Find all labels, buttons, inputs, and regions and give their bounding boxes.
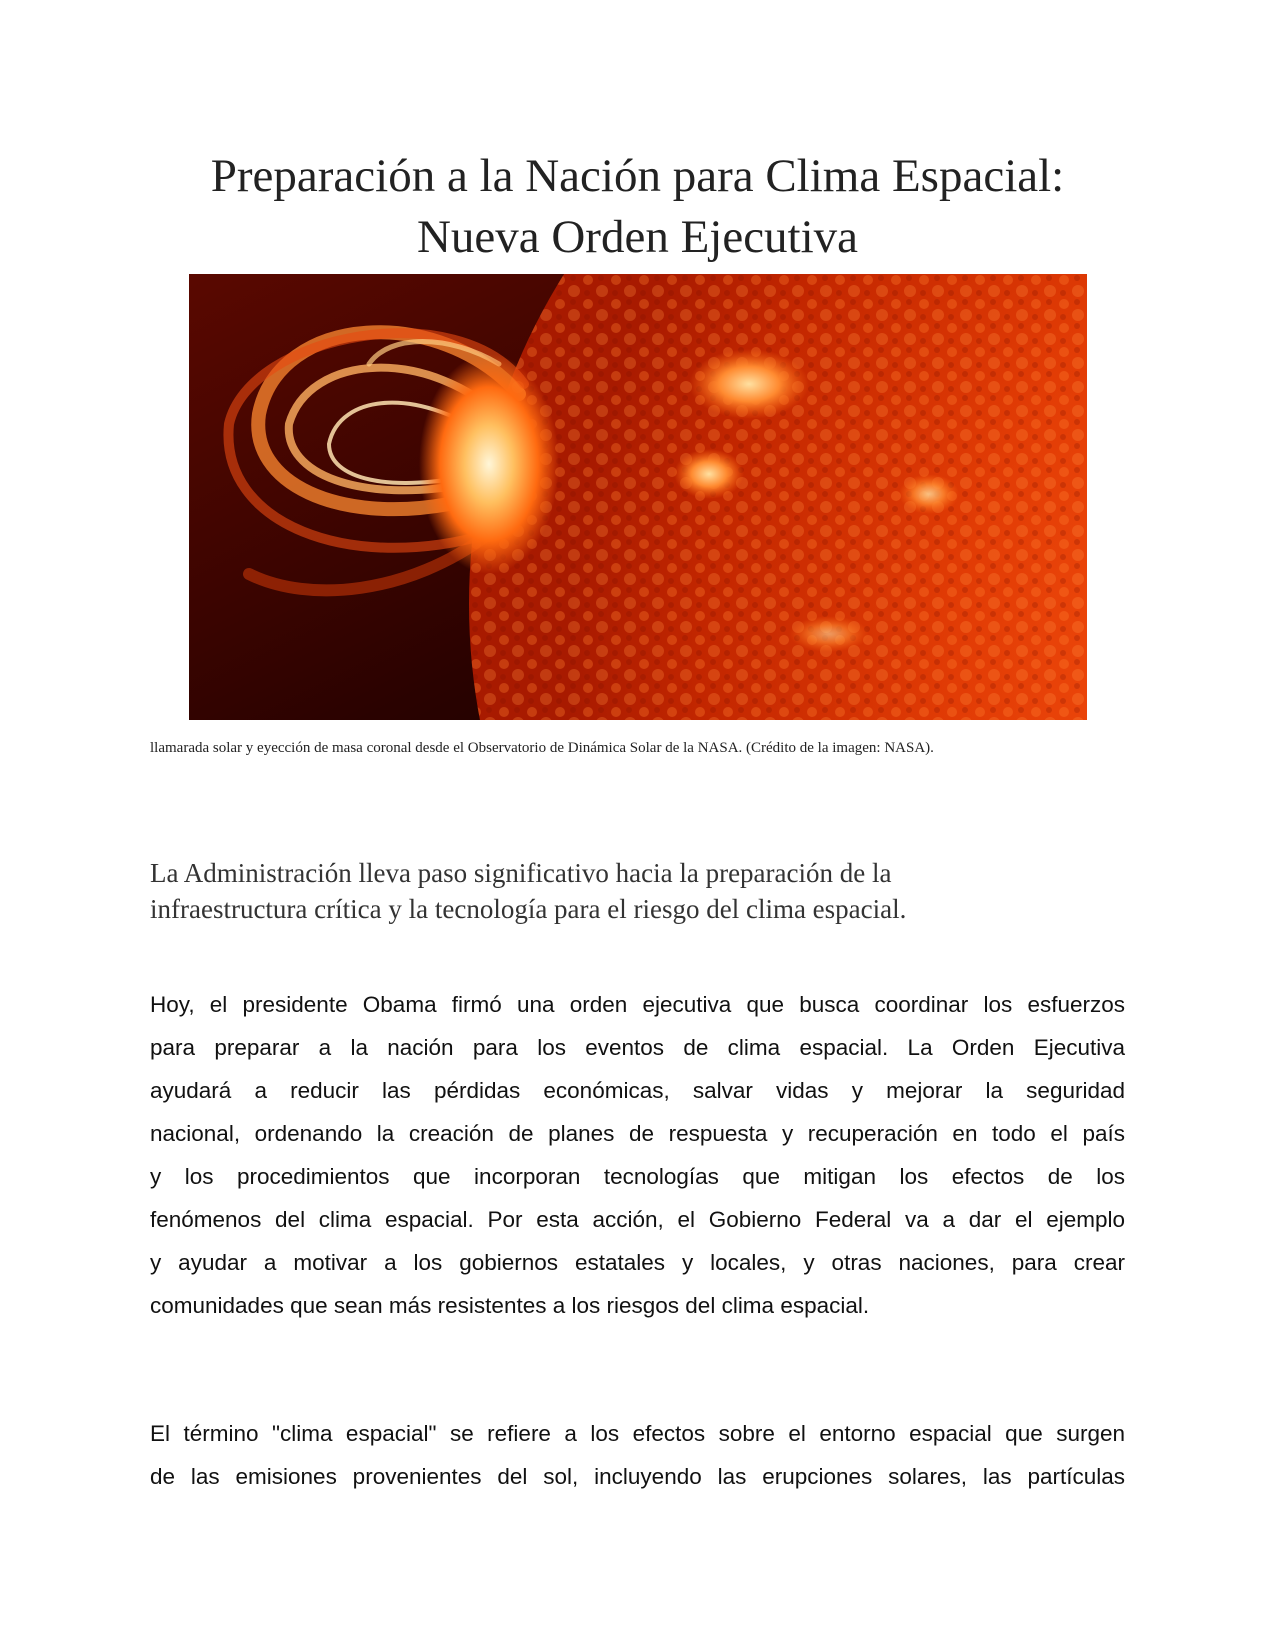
lead-line-2: infraestructura crítica y la tecnología para el riesgo del clima espacial. (150, 894, 907, 924)
image-caption: llamarada solar y eyección de masa coronal desde el Observatorio de Dinámica Solar de la NASA. (Crédito de la imagen: NASA). (150, 740, 934, 756)
paragraph-line: y los procedimientos que incorporan tecnologías que mitigan los efectos de los (150, 1164, 1125, 1189)
paragraph-line: y ayudar a motivar a los gobiernos estatales y locales, y otras naciones, para crear (150, 1250, 1125, 1275)
paragraph-line: fenómenos del clima espacial. Por esta acción, el Gobierno Federal va a dar el ejemplo (150, 1207, 1125, 1232)
paragraph-line: para preparar a la nación para los eventos de clima espacial. La Orden Ejecutiva (150, 1035, 1125, 1060)
lead-line-1: La Administración lleva paso significativo hacia la preparación de la (150, 858, 892, 888)
active-region-3 (899, 474, 959, 514)
paragraph-line: ayudará a reducir las pérdidas económicas, salvar vidas y mejorar la seguridad (150, 1078, 1125, 1103)
paragraph-line: El término "clima espacial" se refiere a los efectos sobre el entorno espacial que surgen (150, 1421, 1125, 1446)
active-region-1 (689, 349, 809, 419)
paragraph-line: de las emisiones provenientes del sol, incluyendo las erupciones solares, las partículas (150, 1464, 1125, 1489)
paragraph-line: Hoy, el presidente Obama firmó una orden ejecutiva que busca coordinar los esfuerzos (150, 992, 1125, 1017)
paragraph-line: nacional, ordenando la creación de planes de respuesta y recuperación en todo el país (150, 1121, 1125, 1146)
body-paragraph-2 (150, 1412, 1125, 1498)
solar-flare-image (189, 274, 1087, 720)
document-title (0, 146, 1275, 268)
sun-granulation (469, 274, 1087, 720)
active-region-4 (789, 616, 869, 652)
title-line-2: Nueva Orden Ejecutiva (416, 211, 859, 263)
solar-flare-illustration (189, 274, 1087, 720)
active-region-2 (674, 449, 744, 499)
paragraph-line: comunidades que sean más resistentes a los riesgos del clima espacial. (150, 1293, 870, 1318)
body-paragraph-1 (150, 983, 1125, 1327)
title-line-1: Preparación a la Nación para Clima Espacial: (210, 150, 1065, 202)
lead-paragraph (150, 855, 1010, 927)
flare-core (419, 354, 559, 574)
